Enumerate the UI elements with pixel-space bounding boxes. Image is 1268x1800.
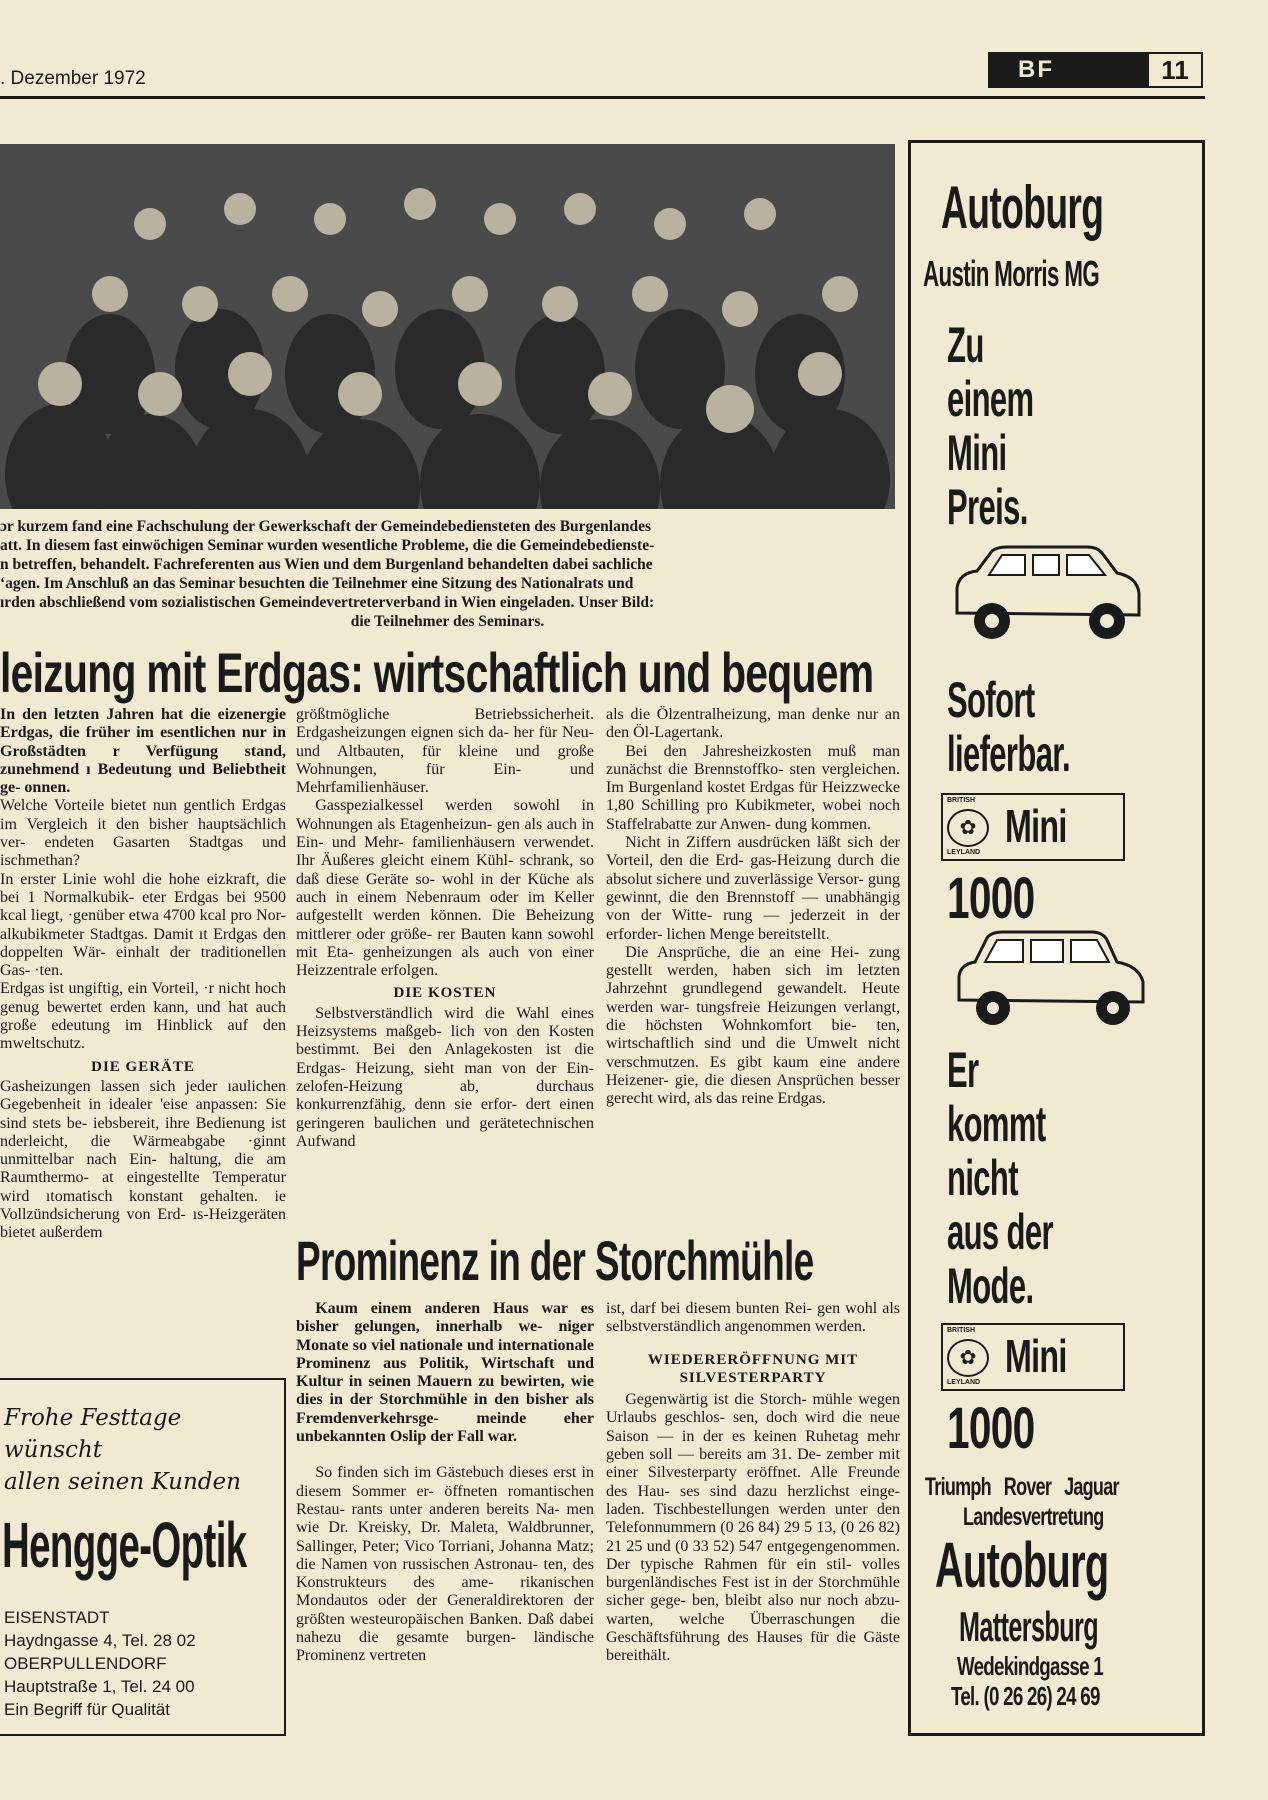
paragraph: Gasheizungen lassen sich jeder ıaulichen Gegebenheit in idealer 'eise anpassen: Sie sind stets be- iebsbereit, ihre Bedienung ist nderleicht, die Wärmeabgabe ·ginnt unmittelbar nach Ein- haltung, die am Raumthermo- at eingestellte Temperatur wird ıtomatisch konstant gehalten. ie Vollzündsicherung von Erd- ıs-Heizgeräten bietet außerdem bbox=[0, 1077, 286, 1242]
ad-phone: Tel. (0 26 26) 24 69 bbox=[951, 1681, 1100, 1711]
badge-top-text: BRITISH bbox=[947, 797, 975, 804]
paragraph: In erster Linie wohl die hohe eizkraft, die bei 1 Normalkubik- eter Erdgas bei 9500 kcal liegt, ·genüber etwa 4700 kcal pro Nor- alkubikmeter Stadtgas. Damit ıt Erdgas den doppelten Wär- einhalt der traditionellen Gas- ·ten. bbox=[0, 870, 286, 980]
article-erdgas-column-1 bbox=[0, 706, 286, 1243]
article-erdgas-column-3 bbox=[606, 706, 900, 1109]
fashion-line: kommt bbox=[947, 1096, 1046, 1152]
caption-line: ırden abschließend vom sozialistischen Gemeindevertreterverband in Wien eingeladen. Unser Bild: bbox=[0, 594, 655, 611]
fashion-line: aus der bbox=[947, 1204, 1053, 1260]
badge-model: Mini bbox=[1005, 800, 1067, 852]
issue-date: . Dezember 1972 bbox=[0, 68, 146, 89]
ad-street: Wedekindgasse 1 bbox=[957, 1651, 1103, 1681]
ad-representation: Landesvertretung bbox=[963, 1503, 1104, 1531]
headline-line: Zu bbox=[947, 317, 984, 373]
ad-brand: Autoburg bbox=[941, 174, 1104, 241]
paragraph: Erdgas ist ungiftig, ein Vorteil, ·r nicht hoch genug bewertet erden kann, und hat auch große edeutung im Hinblick auf den mweltschutz. bbox=[0, 980, 286, 1053]
caption-line: ɔr kurzem fand eine Fachschulung der Gewerkschaft der Gemeindebediensteten des Burgenlandes bbox=[0, 518, 651, 535]
article-headline-storchmuehle: Prominenz in der Storchmühle bbox=[296, 1229, 814, 1292]
subheading-silvester: WIEDERERÖFFNUNG MIT SILVESTERPARTY bbox=[647, 1351, 859, 1386]
ad-delivery bbox=[947, 673, 1070, 781]
paragraph: Die Ansprüche, die an eine Hei- zung gestellt werden, haben sich im letzten Jahrzehnt grundlegend gewandelt. Heute werden war- tungsfreie Heizungen verlangt, die höchsten Wohnkomfort bie- ten, wirtschaftlich sind und die Umwelt nicht verschmutzen. Es gibt kaum eine andere Heizener- gie, die diesen Ansprüchen besser gerecht wird, als das reine Erdgas. bbox=[606, 943, 900, 1108]
badge-bottom-text: LEYLAND bbox=[947, 849, 981, 856]
page-number: 11 bbox=[1147, 52, 1203, 88]
subheading-geraete: DIE GERÄTE bbox=[91, 1058, 195, 1075]
fashion-line: Mode. bbox=[947, 1258, 1034, 1314]
ad-city: OBERPULLENDORF bbox=[4, 1654, 167, 1673]
caption-line: n betreffen, behandelt. Fachreferenten aus Wien und dem Burgenland behandelten dabei sachliche bbox=[0, 556, 653, 573]
article-headline-erdgas: leizung mit Erdgas: wirtschaftlich und bequem bbox=[0, 641, 874, 704]
ad-brands-line: Triumph Rover Jaguar bbox=[925, 1473, 1119, 1501]
ad-addresses bbox=[4, 1606, 196, 1721]
ad-greeting bbox=[4, 1402, 241, 1498]
caption-line: die Teilnehmer des Seminars. bbox=[350, 613, 545, 630]
group-photo-image bbox=[0, 144, 895, 509]
mini-car-illustration bbox=[947, 543, 1147, 648]
paragraph: So finden sich im Gästebuch dieses erst in diesem Sommer er- öffneten romantischen Restau- rants unter anderen bereits Na- men wie Dr. Kreisky, Dr. Maleta, Waldbrunner, Sallinger, Peter; Vico Torriani, Johanna Matz; die Namen von russischen Astronau- ten, des Konstrukteurs des ame- rikanischen Mondautos oder der Generaldirektoren der größten westeuropäischen Banken. Daß dabei nahezu die gesamte burgen- ländische Prominenz vertreten bbox=[296, 1464, 594, 1665]
ad-brand-footer: Autoburg bbox=[935, 1529, 1109, 1601]
badge-top-text: BRITISH bbox=[947, 1327, 975, 1334]
greeting-line: Frohe Festtage bbox=[4, 1405, 182, 1431]
article-lead: In den letzten Jahren hat die eizenergie Erdgas, die früher im esentlichen nur in Großstädten r Verfügung stand, zunehmend ı Bedeutung und Beliebtheit ge- onnen. bbox=[0, 706, 286, 797]
article-storchmuehle-column-1 bbox=[296, 1300, 594, 1666]
article-storchmuehle-column-2 bbox=[606, 1300, 900, 1666]
badge-bottom-text: LEYLAND bbox=[947, 1379, 981, 1386]
group-photo bbox=[0, 144, 895, 509]
paragraph: Welche Vorteile bietet nun gentlich Erdgas im Vergleich it den bisher hauptsächlich ver- endeten Gasarten Stadtgas und ischmethan? bbox=[0, 797, 286, 870]
paragraph: Selbstverständlich wird die Wahl eines Heizsystems maßgeb- lich von den Kosten bestimmt. Bei den Anlagekosten ist die Erdgas- Heizung, sieht man von der Ein- zelofen-Heizung ab, durchaus konkurrenzfähig, denn sie erfor- dert einen geringeren baulichen und gerätetechnischen Aufwand bbox=[296, 1004, 594, 1150]
ad-city: EISENSTADT bbox=[4, 1608, 110, 1627]
headline-line: einem bbox=[947, 371, 1034, 427]
greeting-line: allen seinen Kunden bbox=[4, 1469, 241, 1495]
paragraph: ist, darf bei diesem bunten Rei- gen wohl als selbstverständlich angenommen werden. bbox=[606, 1300, 900, 1336]
masthead-rule bbox=[0, 96, 1205, 99]
article-lead: Kaum einem anderen Haus war es bisher gelungen, innerhalb we- niger Monate so viel nationale und internationale Prominenz aus Politik, Wirtschaft und Kultur in seinen Mauern zu bewirten, wie dies in der Storchmühle in den bisher als Fremdenverkehrsge- meinde eher unbekannten Oslip der Fall war. bbox=[296, 1300, 594, 1446]
photo-caption bbox=[0, 517, 895, 631]
section-label: BF bbox=[988, 52, 1148, 88]
delivery-line: Sofort bbox=[947, 672, 1035, 728]
paragraph: Gegenwärtig ist die Storch- mühle wegen Urlaubs geschlos- sen, doch wird die neue Saison — in der es keinen Ruhetag mehr geben soll — bereits am 31. De- zember mit einer Silvesterparty eröffnet. Alle Freunde des Hau- ses sind dazu herzlichst einge- laden. Tischbestellungen werden unter den Telefonnummern (0 26 84) 29 5 13, (0 26 82) 21 25 und (0 33 52) 547 entgegengenommen. Der typische Rahmen für ein stil- volles burgenländisches Fest ist in der Storchmühle sicher gege- ben, bleibt also nur noch abzu- warten, welche Überraschungen die Geschäftsführung des Hauses für die Gäste bereithält. bbox=[606, 1391, 900, 1665]
paragraph: als die Ölzentralheizung, man denke nur an den Öl-Lagertank. bbox=[606, 706, 900, 742]
ad-makes: Austin Morris MG bbox=[923, 253, 1100, 294]
mini-badge bbox=[941, 793, 1125, 861]
ad-city: Mattersburg bbox=[959, 1603, 1099, 1650]
mini-badge bbox=[941, 1323, 1125, 1391]
article-erdgas-column-2 bbox=[296, 706, 594, 1151]
badge-model: Mini bbox=[1005, 1330, 1067, 1382]
ad-company-name: Hengge-Optik bbox=[2, 1509, 247, 1581]
headline-line: Mini bbox=[947, 425, 1007, 481]
subheading-kosten: DIE KOSTEN bbox=[393, 985, 497, 1002]
headline-line: Preis. bbox=[947, 479, 1028, 535]
mini-car-illustration bbox=[951, 928, 1151, 1033]
paragraph: Bei den Jahresheizkosten muß man zunächst die Brennstoffko- sten vergleichen. Im Burgenland kostet Erdgas für Heizzwecke 1,80 Schilling pro Kubikmeter, wobei noch Staffelrabatte zur Anwen- dung kommen. bbox=[606, 742, 900, 833]
paragraph: größtmögliche Betriebssicherheit. Erdgasheizungen eignen sich da- her für Neu- und Altbauten, für kleine und große Wohnungen, für Ein- und Mehrfamilienhäuser. bbox=[296, 706, 594, 797]
fashion-line: nicht bbox=[947, 1150, 1018, 1206]
leyland-logo-icon: ✿ bbox=[947, 809, 989, 847]
ad-address: Hauptstraße 1, Tel. 24 00 bbox=[4, 1677, 195, 1696]
ad-fashion bbox=[947, 1043, 1053, 1313]
caption-line: ʻagen. Im Anschluß an das Seminar besuchten die Teilnehmer eine Sitzung des Nationalrats und bbox=[0, 575, 634, 592]
ad-address: Haydngasse 4, Tel. 28 02 bbox=[4, 1631, 196, 1650]
ad-headline bbox=[947, 318, 1033, 534]
delivery-line: lieferbar. bbox=[947, 726, 1071, 782]
caption-line: att. In diesem fast einwöchigen Seminar wurden wesentliche Probleme, die die Gemeindebedienste- bbox=[0, 537, 655, 554]
ad-model-number: 1000 bbox=[947, 866, 1035, 931]
leyland-logo-icon: ✿ bbox=[947, 1339, 989, 1377]
hengge-optik-ad bbox=[0, 1378, 286, 1736]
autoburg-ad bbox=[908, 140, 1205, 1736]
ad-slogan: Ein Begriff für Qualität bbox=[4, 1700, 170, 1719]
ad-model-number: 1000 bbox=[947, 1396, 1035, 1461]
fashion-line: Er bbox=[947, 1042, 979, 1098]
paragraph: Nicht in Ziffern ausdrücken läßt sich der Vorteil, den die Erd- gas-Heizung durch die absolut sichere und zuverlässige Versor- gung gewinnt, die den Brennstoff — unabhängig von der Witte- rung — jederzeit in der erforder- lichen Menge bereitstellt. bbox=[606, 834, 900, 943]
greeting-line: wünscht bbox=[4, 1437, 103, 1463]
paragraph: Gasspezialkessel werden sowohl in Wohnungen als Etagenheizun- gen als auch in Ein- und Mehr- familienhäusern verwendet. Ihr Äußeres gleicht einem Kühl- schrank, so daß diese Geräte so- wohl in der Küche als auch in einem Nebenraum oder im Keller aufgestellt werden können. Die Beheizung mittlerer oder größe- rer Bauten kann sowohl mit Eta- genheizungen als auch von einer Heizzentrale erfolgen. bbox=[296, 797, 594, 980]
